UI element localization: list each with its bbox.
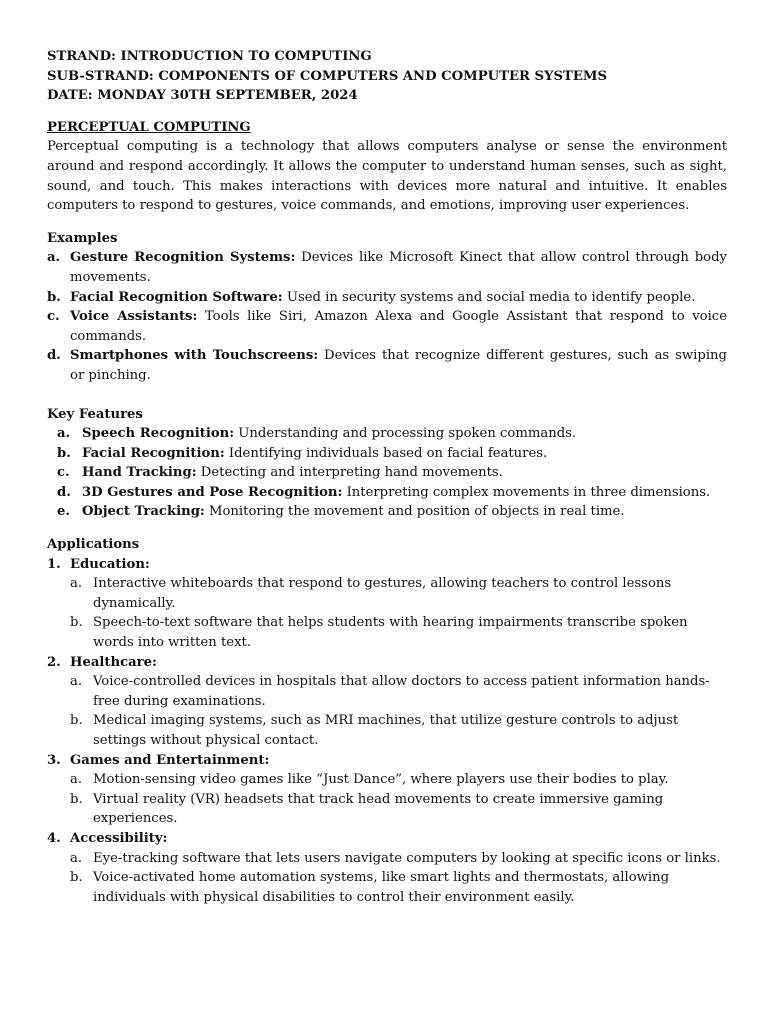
feature-text: Detecting and interpreting hand movements.: [196, 465, 503, 481]
list-marker: d.: [57, 484, 71, 500]
sub-strand-line: SUB-STRAND: COMPONENTS OF COMPUTERS AND COMPUTER SYSTEMS: [47, 68, 607, 84]
feature-text: Interpreting complex movements in three dimensions.: [342, 484, 711, 500]
application-text: Interactive whiteboards that respond to gestures, allowing teachers to control lessons dynamically.: [93, 576, 672, 611]
list-marker: b.: [70, 870, 83, 886]
feature-text: Monitoring the movement and position of objects in real time.: [204, 504, 625, 520]
application-sublist: [70, 849, 727, 908]
applications-list: [47, 555, 727, 908]
intro-paragraph: Perceptual computing is a technology that allows computers analyse or sense the environment around and respond accordingly. It allows the computer to understand human senses, such as sight, sound, and touch. This makes interactions with devices more natural and intuitive. It enables computers to respond to gestures, voice commands, and emotions, improving user experiences.: [47, 139, 727, 214]
application-text: Virtual reality (VR) headsets that track head movements to create immersive gaming experiences.: [93, 791, 664, 827]
list-item: [70, 770, 727, 790]
list-marker: b.: [70, 615, 83, 631]
list-item: [70, 711, 727, 750]
application-text: Medical imaging systems, such as MRI machines, that utilize gesture controls to adjust settings without physical contact.: [93, 713, 679, 748]
examples-list: [47, 248, 727, 385]
key-features-list: [47, 424, 727, 522]
list-marker: 3.: [47, 752, 61, 768]
example-term: Gesture Recognition Systems:: [70, 250, 296, 266]
application-text: Motion-sensing video games like “Just Dance”, where players use their bodies to play.: [93, 772, 669, 788]
example-text: Used in security systems and social media to identify people.: [282, 289, 696, 305]
list-item: [47, 248, 727, 287]
example-term: Voice Assistants:: [70, 309, 198, 325]
application-title: Healthcare:: [70, 654, 157, 670]
list-marker: 4.: [47, 830, 61, 846]
examples-heading: Examples: [47, 230, 118, 246]
list-marker: a.: [70, 576, 83, 592]
list-item: [47, 502, 727, 522]
example-term: Smartphones with Touchscreens:: [70, 348, 319, 364]
list-marker: a.: [70, 772, 83, 788]
list-item: [47, 829, 727, 907]
list-marker: c.: [57, 465, 70, 481]
list-marker: e.: [57, 504, 70, 520]
list-item: [70, 868, 727, 907]
strand-line: STRAND: INTRODUCTION TO COMPUTING: [47, 49, 372, 64]
key-features-heading: Key Features: [47, 406, 143, 422]
list-marker: 2.: [47, 654, 61, 670]
application-title: Accessibility:: [70, 830, 168, 846]
application-text: Voice-activated home automation systems, like smart lights and thermostats, allowing individuals with physical disabilities to control their environment easily.: [93, 870, 670, 905]
feature-text: Identifying individuals based on facial features.: [224, 445, 548, 461]
example-text: Tools like Siri, Amazon Alexa and Google Assistant that respond to voice commands.: [70, 309, 727, 344]
list-marker: a.: [47, 250, 61, 266]
document-content: [47, 47, 727, 907]
list-marker: a.: [70, 850, 83, 866]
list-item: [70, 574, 727, 613]
list-item: [47, 751, 727, 829]
list-marker: d.: [47, 348, 61, 364]
application-text: Eye-tracking software that lets users navigate computers by looking at specific icons or links.: [93, 850, 721, 866]
list-item: [70, 613, 727, 652]
feature-term: Facial Recognition:: [82, 445, 225, 461]
list-marker: a.: [70, 674, 83, 690]
list-marker: b.: [70, 791, 83, 807]
list-marker: a.: [57, 426, 71, 442]
list-item: [47, 307, 727, 346]
application-text: Speech-to-text software that helps students with hearing impairments transcribe spoken words into written text.: [93, 615, 688, 651]
application-text: Voice-controlled devices in hospitals that allow doctors to access patient information hands-free during examinations.: [93, 674, 710, 709]
list-item: [47, 463, 727, 483]
list-item: [47, 483, 727, 503]
list-marker: c.: [47, 309, 60, 325]
application-sublist: [70, 770, 727, 829]
section-title: PERCEPTUAL COMPUTING: [47, 119, 251, 135]
list-marker: b.: [57, 445, 71, 461]
feature-term: Hand Tracking:: [82, 465, 197, 481]
date-line: DATE: MONDAY 30TH SEPTEMBER, 2024: [47, 88, 358, 104]
example-text: Devices like Microsoft Kinect that allow control through body movements.: [70, 250, 727, 285]
application-sublist: [70, 574, 727, 652]
application-title: Games and Entertainment:: [70, 752, 270, 768]
feature-term: Object Tracking:: [82, 504, 205, 520]
list-item: [70, 849, 727, 869]
application-title: Education:: [70, 556, 150, 572]
list-item: [47, 555, 727, 653]
example-text: Devices that recognize different gestures, such as swiping or pinching.: [70, 348, 727, 383]
feature-term: Speech Recognition:: [82, 426, 235, 442]
example-term: Facial Recognition Software:: [70, 289, 283, 305]
list-marker: 1.: [47, 556, 61, 572]
application-sublist: [70, 672, 727, 750]
list-item: [70, 672, 727, 711]
list-item: [70, 790, 727, 829]
list-item: [47, 653, 727, 751]
list-item: [47, 346, 727, 385]
feature-term: 3D Gestures and Pose Recognition:: [82, 484, 343, 500]
list-item: [47, 424, 727, 444]
list-marker: b.: [70, 713, 83, 729]
list-marker: b.: [47, 289, 61, 305]
feature-text: Understanding and processing spoken commands.: [234, 426, 577, 442]
applications-heading: Applications: [47, 537, 140, 553]
list-item: [47, 288, 727, 308]
list-item: [47, 444, 727, 464]
